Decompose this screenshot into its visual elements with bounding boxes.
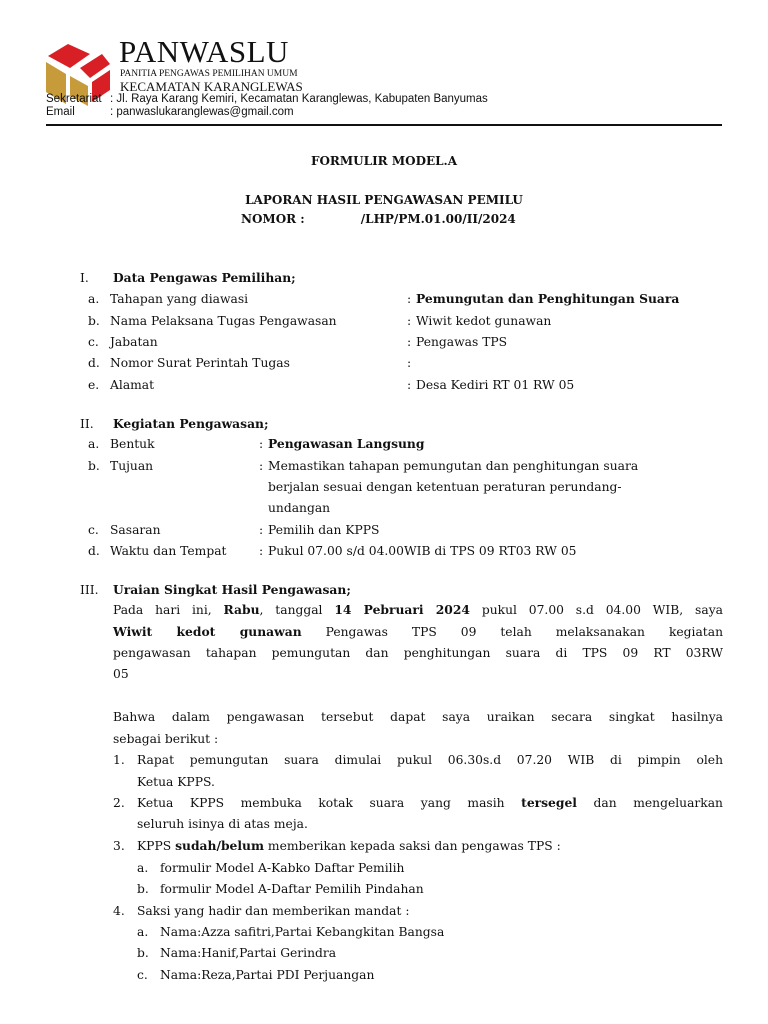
header-divider (46, 124, 722, 126)
s2-row-label: Waktu dan Tempat (110, 544, 227, 558)
report-number (241, 213, 516, 225)
s2-row-value: Pengawasan Langsung (268, 436, 425, 451)
s2-row-label: Sasaran (110, 523, 161, 537)
p1-date: 14 Pebruari 2024 (334, 602, 470, 617)
section-3-numeral: III. (80, 583, 99, 597)
s1-row-letter: b. (88, 314, 100, 328)
p1-officer-name: Wiwit kedot gunawan (113, 624, 302, 639)
section-2-heading: Kegiatan Pengawasan; (113, 416, 269, 431)
s1-row-label: Tahapan yang diawasi (110, 292, 249, 306)
list-item-text (137, 797, 723, 809)
s2-row-sep: : (259, 437, 264, 451)
paragraph-line: sebagai berikut : (113, 732, 219, 746)
s1-row-letter: a. (88, 292, 100, 306)
s1-row-sep: : (407, 292, 412, 306)
sub-item-letter: c. (137, 968, 148, 982)
sekretariat-label: Sekretariat (46, 93, 102, 105)
s2-row-sep: : (259, 523, 264, 537)
p1-text: Pada hari ini, (113, 603, 212, 617)
list-item-text-part: dan mengeluarkan (593, 796, 723, 810)
sub-item-letter: b. (137, 882, 149, 896)
org-name: PANWASLU (119, 34, 289, 69)
org-district: KECAMATAN KARANGLEWAS (120, 79, 303, 94)
s1-row-sep: : (407, 356, 412, 370)
s2-row-letter: c. (88, 523, 99, 537)
s2-row-letter: d. (88, 544, 100, 558)
s1-row-sep: : (407, 314, 412, 328)
list-item-number: 1. (113, 753, 125, 767)
report-title: LAPORAN HASIL PENGAWASAN PEMILU (245, 193, 523, 207)
s2-row-letter: a. (88, 437, 100, 451)
list-item-text-part: KPPS (137, 839, 172, 853)
p1-text: pukul 07.00 s.d 04.00 WIB, saya (481, 603, 723, 617)
sub-item-letter: b. (137, 946, 149, 960)
nomor-label: NOMOR : (241, 212, 305, 226)
paragraph-line: 05 (113, 667, 129, 681)
s2-row-letter: b. (88, 459, 100, 473)
list-item-number: 4. (113, 904, 125, 918)
sub-item-text: Nama:Hanif,Partai Gerindra (160, 946, 337, 960)
p1-day: Rabu (223, 602, 260, 617)
list-item-text-part: memberikan kepada saksi dan pengawas TPS : (267, 839, 561, 853)
s2-row-value: Memastikan tahapan pemungutan dan penghitungan suara (268, 459, 639, 473)
sub-item-text: formulir Model A-Kabko Daftar Pemilih (160, 861, 405, 875)
s2-row-label: Bentuk (110, 437, 155, 451)
s1-row-sep: : (407, 335, 412, 349)
sub-item-text: Nama:Reza,Partai PDI Perjuangan (160, 968, 375, 982)
s1-row-label: Alamat (110, 378, 155, 392)
s2-row-label: Tujuan (110, 459, 154, 473)
s2-row-sep: : (259, 544, 264, 558)
s1-row-value: Desa Kediri RT 01 RW 05 (416, 378, 575, 392)
form-title: FORMULIR MODEL.A (310, 154, 458, 168)
s1-row-letter: e. (88, 378, 100, 392)
s2-row-sep: : (259, 459, 264, 473)
list-item-text: Ketua KPPS. (137, 775, 215, 789)
s1-row-label: Jabatan (110, 335, 158, 349)
list-item-emphasis: sudah/belum (175, 838, 264, 853)
s1-row-letter: c. (88, 335, 99, 349)
section-1-heading: Data Pengawas Pemilihan; (113, 270, 296, 285)
section-3-heading: Uraian Singkat Hasil Pengawasan; (113, 582, 351, 597)
s1-row-letter: d. (88, 356, 100, 370)
s1-row-sep: : (407, 378, 412, 392)
sub-item-letter: a. (137, 861, 149, 875)
s1-row-value: Pemungutan dan Penghitungan Suara (416, 291, 680, 306)
sub-item-text: formulir Model A-Daftar Pemilih Pindahan (160, 882, 424, 896)
section-1-numeral: I. (80, 271, 89, 285)
list-item-number: 3. (113, 839, 125, 853)
s1-row-label: Nomor Surat Perintah Tugas (110, 356, 290, 370)
section-2-numeral: II. (80, 417, 94, 431)
sekretariat-value: : Jl. Raya Karang Kemiri, Kecamatan Karanglewas, Kabupaten Banyumas (110, 93, 488, 105)
s1-row-value: Wiwit kedot gunawan (416, 314, 552, 328)
paragraph-line (113, 604, 723, 616)
s2-row-value-continued: undangan (268, 501, 331, 515)
address-line (46, 94, 488, 106)
p1-text: Pengawas TPS 09 telah melaksanakan kegiatan (325, 625, 723, 639)
paragraph-line: Bahwa dalam pengawasan tersebut dapat saya uraikan secara singkat hasilnya (113, 710, 723, 724)
list-item-text-part: Ketua KPPS membuka kotak suara yang masih (137, 796, 505, 810)
list-item-emphasis: tersegel (521, 795, 577, 810)
sub-item-text: Nama:Azza safitri,Partai Kebangkitan Bangsa (160, 925, 445, 939)
s1-row-value: Pengawas TPS (416, 335, 508, 349)
s2-row-value: Pukul 07.00 s/d 04.00WIB di TPS 09 RT03 RW 05 (268, 544, 577, 558)
email-label: Email (46, 106, 75, 118)
sub-item-letter: a. (137, 925, 149, 939)
list-item-text: Rapat pemungutan suara dimulai pukul 06.30s.d 07.20 WIB di pimpin oleh (137, 753, 723, 767)
list-item-text (137, 840, 561, 852)
list-item-text: seluruh isinya di atas meja. (137, 817, 308, 831)
p1-text: , tanggal (259, 603, 323, 617)
nomor-value: /LHP/PM.01.00/II/2024 (360, 212, 516, 226)
list-item-number: 2. (113, 796, 125, 810)
paragraph-line (113, 626, 723, 638)
list-item-text: Saksi yang hadir dan memberikan mandat : (137, 904, 410, 918)
s2-row-value: Pemilih dan KPPS (268, 523, 380, 537)
paragraph-line: pengawasan tahapan pemungutan dan penghitungan suara di TPS 09 RT 03RW (113, 646, 723, 660)
s2-row-value-continued: berjalan sesuai dengan ketentuan peraturan perundang- (268, 480, 622, 494)
email-value: : panwaslukaranglewas@gmail.com (110, 106, 294, 118)
email-line (46, 107, 294, 119)
s1-row-label: Nama Pelaksana Tugas Pengawasan (110, 314, 337, 328)
org-subtitle: PANITIA PENGAWAS PEMILIHAN UMUM (120, 69, 298, 79)
